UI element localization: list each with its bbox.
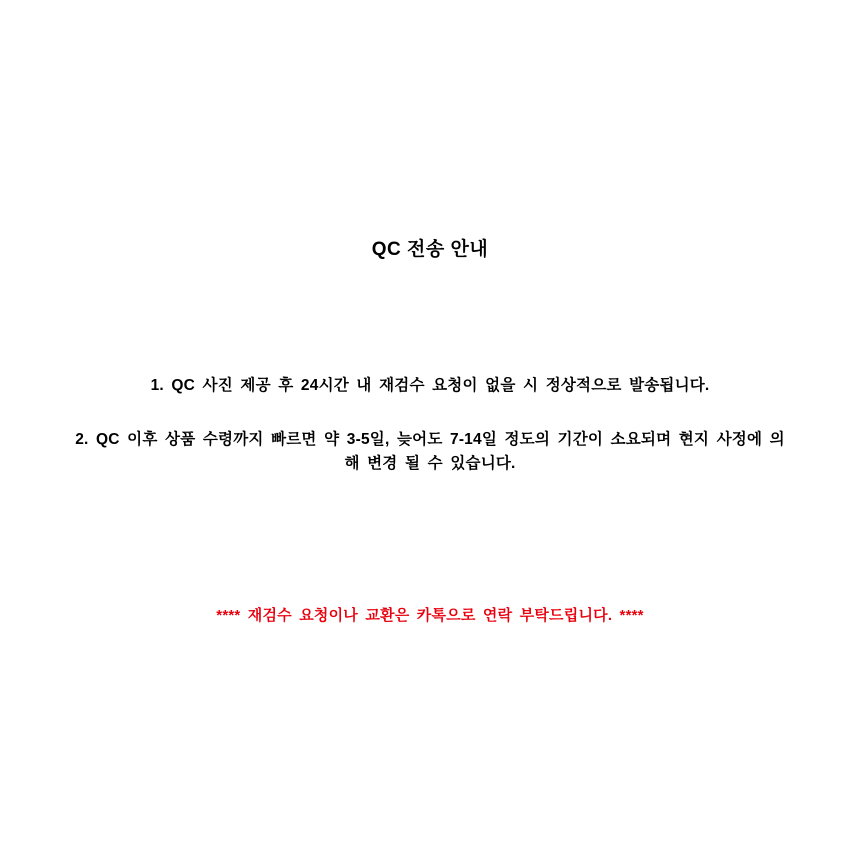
page-title: QC 전송 안내 bbox=[371, 239, 489, 260]
contact-note: **** 재검수 요청이나 교환은 카톡으로 연락 부탁드립니다. **** bbox=[216, 607, 644, 624]
notice-list bbox=[70, 374, 790, 476]
notice-item-2: 2. QC 이후 상품 수령까지 빠르면 약 3-5일, 늦어도 7-14일 정도의 기간이 소요되며 현지 사정에 의해 변경 될 수 있습니다. bbox=[75, 431, 785, 473]
notice-item-1: 1. QC 사진 제공 후 24시간 내 재검수 요청이 없을 시 정상적으로 발송됩니다. bbox=[150, 377, 710, 394]
